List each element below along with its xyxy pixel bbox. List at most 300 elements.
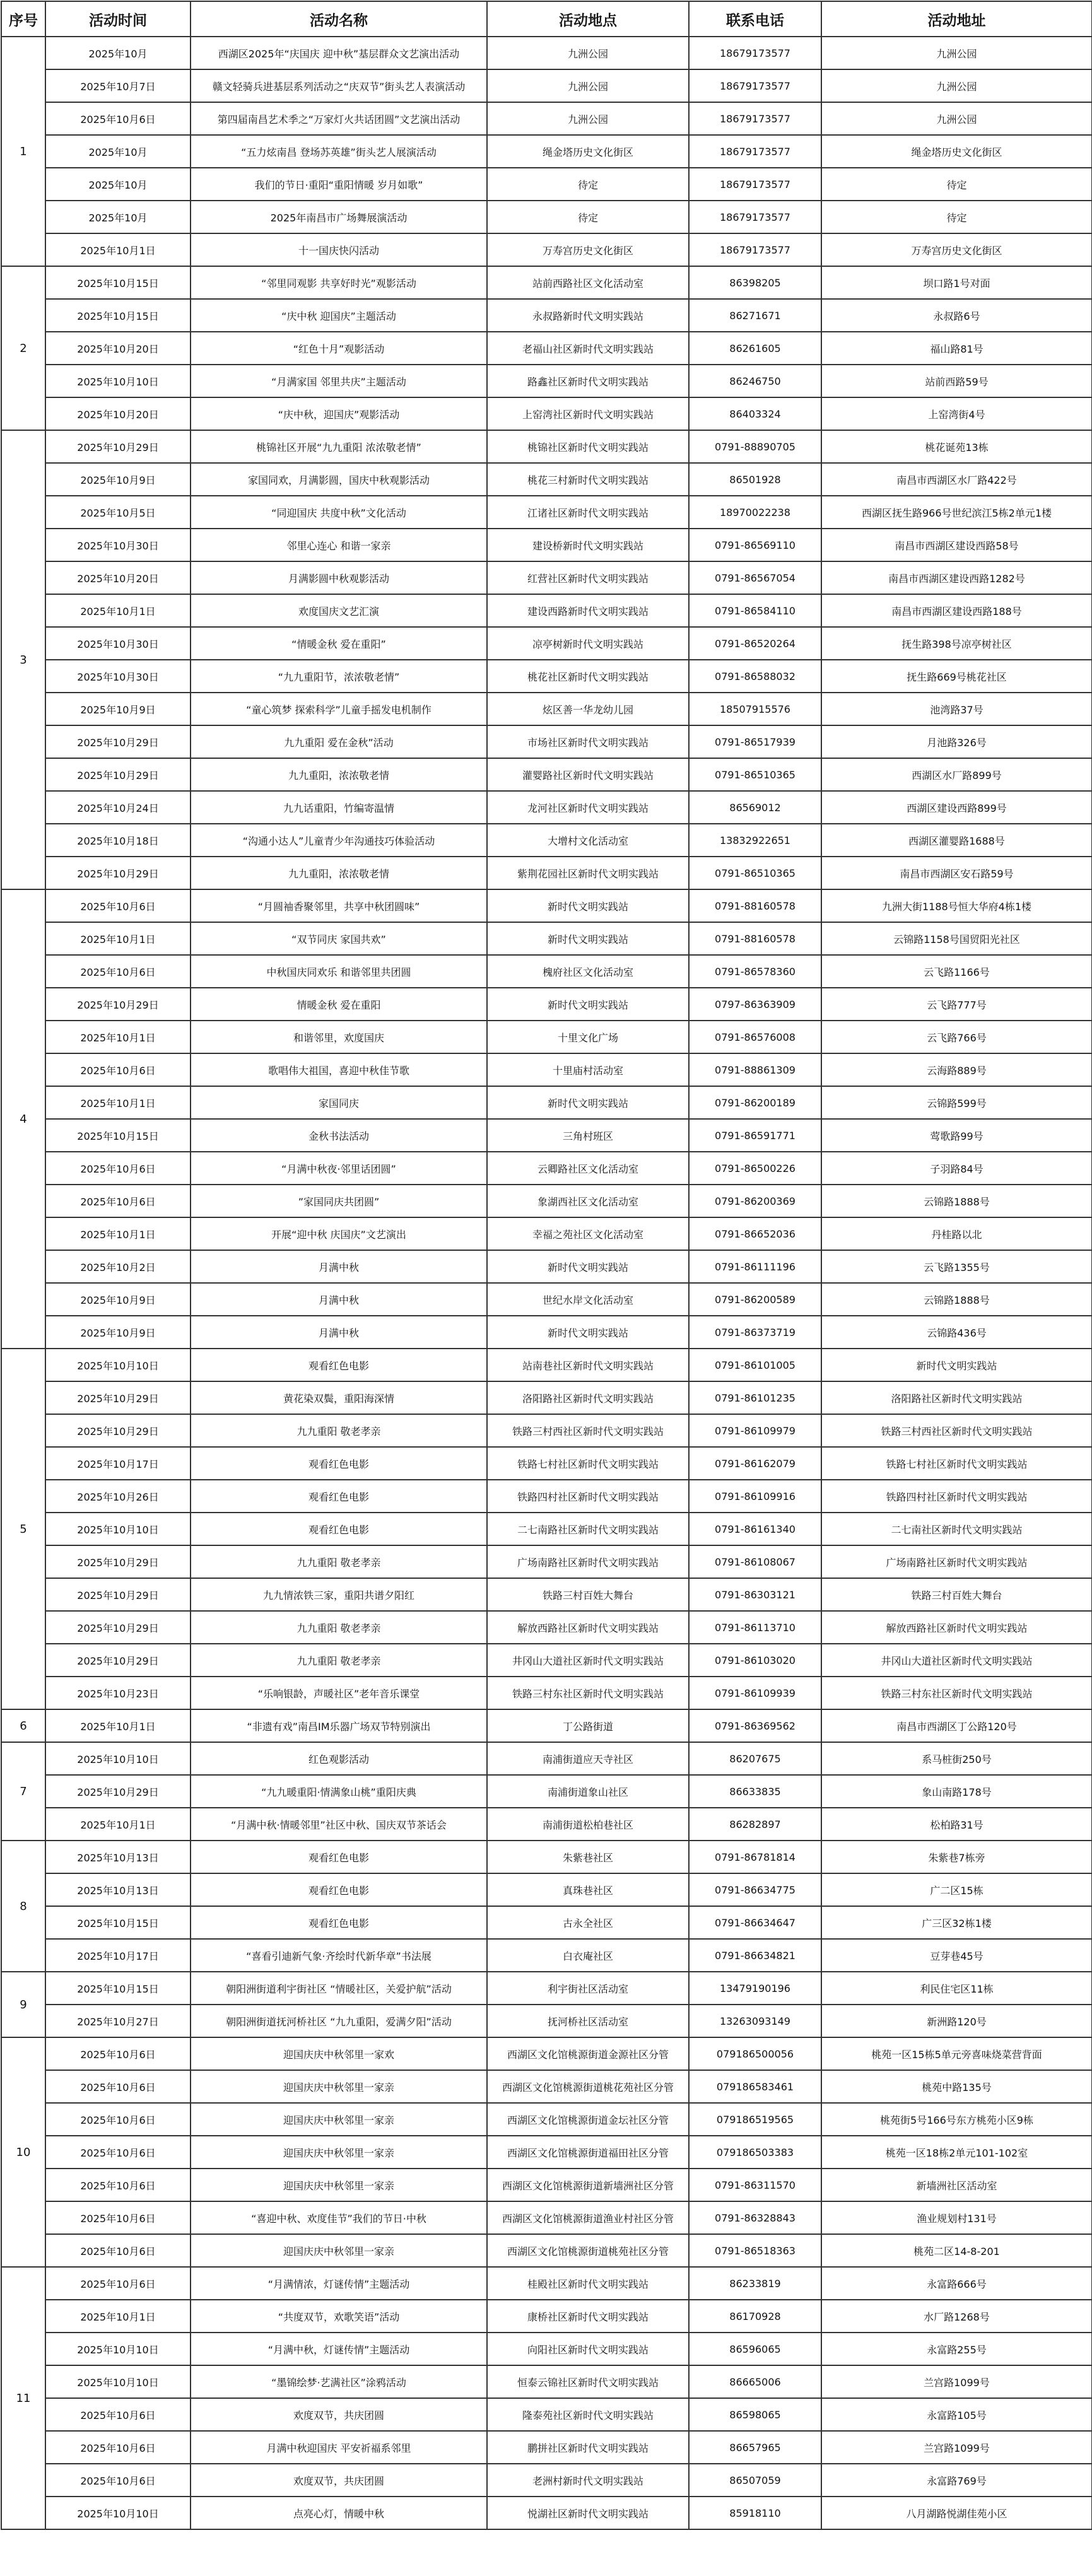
cell-address: 铁路三村东社区新时代文明实践站 [821, 1677, 1092, 1709]
table-row [1, 758, 1092, 791]
cell-venue: 解放西路社区新时代文明实践站 [487, 1611, 689, 1644]
cell-name: “喜迎中秋、欢度佳节”我们的节日·中秋 [191, 2201, 487, 2234]
cell-seq: 2 [1, 266, 45, 430]
table-row [1, 529, 1092, 561]
cell-address: 八月湖路悦湖佳苑小区 [821, 2497, 1092, 2529]
table-row [1, 1316, 1092, 1349]
cell-name: “九九重阳节，浓浓敬老情” [191, 660, 487, 693]
cell-phone: 0791-86162079 [689, 1447, 821, 1480]
header-seq: 序号 [1, 1, 45, 37]
cell-venue: 抚河桥社区活动室 [487, 2005, 689, 2037]
cell-phone: 13832922651 [689, 824, 821, 857]
table-row [1, 1021, 1092, 1053]
cell-phone: 0791-86369562 [689, 1709, 821, 1742]
cell-venue: 西湖区文化馆桃源街道桃花苑社区分管 [487, 2070, 689, 2103]
table-row [1, 889, 1092, 922]
cell-address: 兰宫路1099号 [821, 2365, 1092, 2398]
cell-time: 2025年10月29日 [45, 758, 191, 791]
cell-venue: 万寿宫历史文化街区 [487, 233, 689, 266]
cell-address: 南昌市西湖区建设西路188号 [821, 594, 1092, 627]
cell-time: 2025年10月10日 [45, 2365, 191, 2398]
cell-phone: 18679173577 [689, 135, 821, 168]
cell-venue: 云卿路社区文化活动室 [487, 1152, 689, 1185]
cell-address: 待定 [821, 168, 1092, 201]
cell-time: 2025年10月9日 [45, 1283, 191, 1316]
cell-phone: 0791-86311570 [689, 2169, 821, 2201]
table-row [1, 332, 1092, 365]
cell-time: 2025年10月30日 [45, 627, 191, 660]
cell-name: 歌唱伟大祖国，喜迎中秋佳节歌 [191, 1053, 487, 1086]
cell-venue: 九洲公园 [487, 102, 689, 135]
cell-phone: 0791-88890705 [689, 430, 821, 463]
cell-phone: 0791-86113710 [689, 1611, 821, 1644]
cell-address: 福山路81号 [821, 332, 1092, 365]
cell-venue: 鹏拼社区新时代文明实践站 [487, 2431, 689, 2464]
cell-address: 桃苑一区15栋5单元旁喜味烧菜营背面 [821, 2037, 1092, 2070]
cell-venue: 市场社区新时代文明实践站 [487, 725, 689, 758]
cell-phone: 0791-86303121 [689, 1578, 821, 1611]
table-row [1, 1513, 1092, 1545]
cell-time: 2025年10月20日 [45, 561, 191, 594]
cell-phone: 0791-86373719 [689, 1316, 821, 1349]
cell-venue: 朱紫巷社区 [487, 1841, 689, 1873]
cell-phone: 86403324 [689, 397, 821, 430]
cell-name: “月满情浓，灯谜传情”主题活动 [191, 2267, 487, 2300]
cell-address: 南昌市西湖区水厂路422号 [821, 463, 1092, 496]
cell-time: 2025年10月 [45, 37, 191, 69]
table-row [1, 1906, 1092, 1939]
table-row [1, 1709, 1092, 1742]
cell-seq: 9 [1, 1972, 45, 2037]
cell-venue: 西湖区文化馆桃源街道金坛社区分管 [487, 2103, 689, 2136]
cell-venue: 炫区善一华龙幼儿园 [487, 693, 689, 725]
cell-phone: 0791-86200189 [689, 1086, 821, 1119]
cell-phone: 86501928 [689, 463, 821, 496]
activity-table [1, 1, 1092, 2530]
cell-name: 月满中秋 [191, 1316, 487, 1349]
cell-phone: 18679173577 [689, 233, 821, 266]
cell-address: 豆芽巷45号 [821, 1939, 1092, 1972]
cell-phone: 0791-86652036 [689, 1217, 821, 1250]
cell-time: 2025年10月 [45, 168, 191, 201]
cell-venue: 西湖区文化馆桃源街道金源社区分管 [487, 2037, 689, 2070]
cell-address: 南昌市西湖区丁公路120号 [821, 1709, 1092, 1742]
cell-phone: 13479190196 [689, 1972, 821, 2005]
cell-phone: 0791-86111196 [689, 1250, 821, 1283]
cell-address: 桃苑一区18栋2单元101-102室 [821, 2136, 1092, 2169]
cell-name: 观看红色电影 [191, 1906, 487, 1939]
cell-time: 2025年10月29日 [45, 1545, 191, 1578]
cell-venue: 桃花社区新时代文明实践站 [487, 660, 689, 693]
cell-venue: 待定 [487, 201, 689, 233]
cell-phone: 0791-86108067 [689, 1545, 821, 1578]
cell-name: 月满中秋迎国庆 平安祈福系邻里 [191, 2431, 487, 2464]
cell-venue: 新时代文明实践站 [487, 1250, 689, 1283]
table-row [1, 922, 1092, 955]
cell-name: “月满家国 邻里共庆”主题活动 [191, 365, 487, 397]
cell-phone: 86665006 [689, 2365, 821, 2398]
cell-time: 2025年10月29日 [45, 988, 191, 1021]
table-row [1, 168, 1092, 201]
cell-phone: 079186583461 [689, 2070, 821, 2103]
table-row [1, 2398, 1092, 2431]
cell-time: 2025年10月6日 [45, 2136, 191, 2169]
cell-phone: 86507059 [689, 2464, 821, 2497]
cell-name: 2025年南昌市广场舞展演活动 [191, 201, 487, 233]
table-row [1, 955, 1092, 988]
table-row [1, 2136, 1092, 2169]
cell-name: 朝阳洲街道抚河桥社区 “九九重阳，爱满夕阳”活动 [191, 2005, 487, 2037]
cell-phone: 18679173577 [689, 69, 821, 102]
cell-name: 迎国庆庆中秋邻里一家亲 [191, 2169, 487, 2201]
table-row [1, 102, 1092, 135]
cell-name: 开展“迎中秋 庆国庆”文艺演出 [191, 1217, 487, 1250]
cell-address: 新洲路120号 [821, 2005, 1092, 2037]
cell-time: 2025年10月15日 [45, 299, 191, 332]
cell-phone: 0791-86520264 [689, 627, 821, 660]
cell-address: 九洲公园 [821, 69, 1092, 102]
cell-name: “乐响银龄，声暖社区”老年音乐课堂 [191, 1677, 487, 1709]
cell-phone: 18679173577 [689, 201, 821, 233]
cell-name: “五力炫南昌 登场苏英雄”街头艺人展演活动 [191, 135, 487, 168]
cell-phone: 85918110 [689, 2497, 821, 2529]
header-phone: 联系电话 [689, 1, 821, 37]
table-row [1, 397, 1092, 430]
table-row [1, 1677, 1092, 1709]
cell-name: 迎国庆庆中秋邻里一家亲 [191, 2070, 487, 2103]
table-row [1, 37, 1092, 69]
cell-time: 2025年10月10日 [45, 2497, 191, 2529]
cell-venue: 南浦街道象山社区 [487, 1775, 689, 1808]
cell-address: 池湾路37号 [821, 693, 1092, 725]
cell-name: 九九重阳 敬老孝亲 [191, 1644, 487, 1677]
table-row [1, 1053, 1092, 1086]
cell-time: 2025年10月24日 [45, 791, 191, 824]
cell-time: 2025年10月13日 [45, 1841, 191, 1873]
cell-phone: 86271671 [689, 299, 821, 332]
cell-venue: 建设桥新时代文明实践站 [487, 529, 689, 561]
table-row [1, 1250, 1092, 1283]
table-row [1, 496, 1092, 529]
cell-venue: 恒泰云锦社区新时代文明实践站 [487, 2365, 689, 2398]
cell-name: 家国同欢，月满影圆，国庆中秋观影活动 [191, 463, 487, 496]
cell-time: 2025年10月6日 [45, 2464, 191, 2497]
cell-name: “庆中秋 迎国庆”主题活动 [191, 299, 487, 332]
cell-phone: 0791-86781814 [689, 1841, 821, 1873]
cell-time: 2025年10月9日 [45, 693, 191, 725]
cell-name: “月满中秋·情暖邻里”社区中秋、国庆双节茶话会 [191, 1808, 487, 1841]
cell-phone: 0791-86109979 [689, 1414, 821, 1447]
cell-time: 2025年10月6日 [45, 102, 191, 135]
cell-address: 九洲公园 [821, 102, 1092, 135]
table-row [1, 430, 1092, 463]
cell-phone: 86282897 [689, 1808, 821, 1841]
table-row [1, 463, 1092, 496]
cell-name: 九九情浓铁三家，重阳共谱夕阳红 [191, 1578, 487, 1611]
table-row [1, 1578, 1092, 1611]
cell-venue: 向阳社区新时代文明实践站 [487, 2333, 689, 2365]
cell-name: “沟通小达人”儿童青少年沟通技巧体验活动 [191, 824, 487, 857]
cell-time: 2025年10月1日 [45, 233, 191, 266]
table-row [1, 365, 1092, 397]
cell-time: 2025年10月6日 [45, 889, 191, 922]
cell-venue: 铁路七村社区新时代文明实践站 [487, 1447, 689, 1480]
header-time: 活动时间 [45, 1, 191, 37]
cell-name: 九九话重阳，竹编寄温情 [191, 791, 487, 824]
cell-name: “墨锦绘梦·艺满社区”涂鸦活动 [191, 2365, 487, 2398]
cell-name: 西湖区2025年“庆国庆 迎中秋”基层群众文艺演出活动 [191, 37, 487, 69]
cell-name: 九九重阳 敬老孝亲 [191, 1611, 487, 1644]
cell-venue: 南浦街道松柏巷社区 [487, 1808, 689, 1841]
cell-time: 2025年10月6日 [45, 2169, 191, 2201]
table-row [1, 1873, 1092, 1906]
cell-name: “喜看引迪新气象·齐绘时代新华章”书法展 [191, 1939, 487, 1972]
cell-address: 云飞路777号 [821, 988, 1092, 1021]
cell-name: 观看红色电影 [191, 1513, 487, 1545]
cell-phone: 18679173577 [689, 37, 821, 69]
cell-venue: 桃锦社区新时代文明实践站 [487, 430, 689, 463]
cell-address: 洛阳路社区新时代文明实践站 [821, 1381, 1092, 1414]
cell-venue: 铁路三村西社区新时代文明实践站 [487, 1414, 689, 1447]
cell-time: 2025年10月1日 [45, 1217, 191, 1250]
cell-venue: 凉亭树新时代文明实践站 [487, 627, 689, 660]
cell-address: 丹桂路以北 [821, 1217, 1092, 1250]
cell-venue: 九洲公园 [487, 69, 689, 102]
cell-phone: 0791-86109916 [689, 1480, 821, 1513]
cell-name: 迎国庆庆中秋邻里一家亲 [191, 2136, 487, 2169]
cell-address: 利民住宅区11栋 [821, 1972, 1092, 2005]
cell-address: 云飞路766号 [821, 1021, 1092, 1053]
cell-venue: 象湖西社区文化活动室 [487, 1185, 689, 1217]
cell-phone: 18679173577 [689, 102, 821, 135]
cell-time: 2025年10月15日 [45, 266, 191, 299]
cell-name: 迎国庆庆中秋邻里一家欢 [191, 2037, 487, 2070]
cell-time: 2025年10月29日 [45, 1611, 191, 1644]
cell-seq: 11 [1, 2267, 45, 2529]
cell-name: 观看红色电影 [191, 1480, 487, 1513]
cell-venue: 永叔路新时代文明实践站 [487, 299, 689, 332]
cell-address: 水厂路1268号 [821, 2300, 1092, 2333]
cell-venue: 十里文化广场 [487, 1021, 689, 1053]
cell-venue: 西湖区文化馆桃源街道渔业村社区分管 [487, 2201, 689, 2234]
cell-name: 桃锦社区开展“九九重阳 浓浓敬老情” [191, 430, 487, 463]
cell-address: 云锦路1888号 [821, 1283, 1092, 1316]
cell-venue: 隆泰苑社区新时代文明实践站 [487, 2398, 689, 2431]
cell-phone: 86598065 [689, 2398, 821, 2431]
cell-venue: 铁路四村社区新时代文明实践站 [487, 1480, 689, 1513]
cell-phone: 0791-88861309 [689, 1053, 821, 1086]
cell-time: 2025年10月20日 [45, 397, 191, 430]
cell-name: “月满中秋夜·邻里话团圆” [191, 1152, 487, 1185]
cell-time: 2025年10月15日 [45, 1119, 191, 1152]
cell-phone: 86657965 [689, 2431, 821, 2464]
cell-phone: 0791-86634775 [689, 1873, 821, 1906]
cell-address: 广场南路社区新时代文明实践站 [821, 1545, 1092, 1578]
cell-name: “情暖金秋 爱在重阳” [191, 627, 487, 660]
table-row [1, 1742, 1092, 1775]
cell-name: 欢度双节，共庆团圆 [191, 2464, 487, 2497]
cell-venue: 路鑫社区新时代文明实践站 [487, 365, 689, 397]
cell-time: 2025年10月6日 [45, 1185, 191, 1217]
cell-time: 2025年10月27日 [45, 2005, 191, 2037]
cell-phone: 0791-86510365 [689, 758, 821, 791]
cell-phone: 079186519565 [689, 2103, 821, 2136]
cell-time: 2025年10月15日 [45, 1906, 191, 1939]
cell-phone: 18970022238 [689, 496, 821, 529]
cell-address: 永富路255号 [821, 2333, 1092, 2365]
cell-address: 渔业规划村131号 [821, 2201, 1092, 2234]
cell-address: 铁路四村社区新时代文明实践站 [821, 1480, 1092, 1513]
cell-name: 情暖金秋 爱在重阳 [191, 988, 487, 1021]
cell-name: 九九重阳，浓浓敬老情 [191, 857, 487, 889]
cell-venue: 悦湖社区新时代文明实践站 [487, 2497, 689, 2529]
table-row [1, 233, 1092, 266]
cell-phone: 86569012 [689, 791, 821, 824]
cell-name: 九九重阳，浓浓敬老情 [191, 758, 487, 791]
cell-venue: 井冈山大道社区新时代文明实践站 [487, 1644, 689, 1677]
cell-address: 云锦路436号 [821, 1316, 1092, 1349]
cell-name: 观看红色电影 [191, 1349, 487, 1381]
cell-address: 解放西路社区新时代文明实践站 [821, 1611, 1092, 1644]
cell-address: 铁路七村社区新时代文明实践站 [821, 1447, 1092, 1480]
cell-time: 2025年10月17日 [45, 1447, 191, 1480]
cell-time: 2025年10月 [45, 135, 191, 168]
cell-phone: 0791-86567054 [689, 561, 821, 594]
header-name: 活动名称 [191, 1, 487, 37]
table-row [1, 201, 1092, 233]
cell-phone: 86207675 [689, 1742, 821, 1775]
cell-venue: 二七南路社区新时代文明实践站 [487, 1513, 689, 1545]
cell-name: 九九重阳 敬老孝亲 [191, 1545, 487, 1578]
cell-time: 2025年10月29日 [45, 430, 191, 463]
cell-address: 南昌市西湖区建设西路1282号 [821, 561, 1092, 594]
cell-name: 九九重阳 敬老孝亲 [191, 1414, 487, 1447]
cell-time: 2025年10月1日 [45, 1808, 191, 1841]
cell-phone: 0791-86101005 [689, 1349, 821, 1381]
cell-venue: 洛阳路社区新时代文明实践站 [487, 1381, 689, 1414]
cell-venue: 新时代文明实践站 [487, 922, 689, 955]
cell-venue: 龙河社区新时代文明实践站 [487, 791, 689, 824]
table-row [1, 2497, 1092, 2529]
cell-time: 2025年10月6日 [45, 2070, 191, 2103]
cell-phone: 0791-86578360 [689, 955, 821, 988]
cell-time: 2025年10月6日 [45, 2431, 191, 2464]
table-row [1, 2201, 1092, 2234]
cell-time: 2025年10月29日 [45, 857, 191, 889]
cell-seq: 4 [1, 889, 45, 1349]
table-row [1, 1545, 1092, 1578]
table-body [1, 37, 1092, 2529]
cell-name: 十一国庆快闪活动 [191, 233, 487, 266]
cell-venue: 槐府社区文化活动室 [487, 955, 689, 988]
cell-time: 2025年10月6日 [45, 2234, 191, 2267]
cell-address: 桃花诞苑13栋 [821, 430, 1092, 463]
cell-address: 云海路889号 [821, 1053, 1092, 1086]
table-row [1, 1841, 1092, 1873]
cell-address: 抚生路398号凉亭树社区 [821, 627, 1092, 660]
table-row [1, 266, 1092, 299]
cell-address: 绳金塔历史文化街区 [821, 135, 1092, 168]
cell-phone: 0791-88160578 [689, 889, 821, 922]
cell-name: “同迎国庆 共度中秋”文化活动 [191, 496, 487, 529]
cell-venue: 康桥社区新时代文明实践站 [487, 2300, 689, 2333]
table-row [1, 725, 1092, 758]
cell-venue: 三角村班区 [487, 1119, 689, 1152]
cell-time: 2025年10月6日 [45, 1152, 191, 1185]
cell-seq: 3 [1, 430, 45, 889]
cell-address: 广二区15栋 [821, 1873, 1092, 1906]
table-row [1, 988, 1092, 1021]
cell-time: 2025年10月6日 [45, 2037, 191, 2070]
cell-name: “双节同庆 家国共欢” [191, 922, 487, 955]
cell-time: 2025年10月 [45, 201, 191, 233]
table-row [1, 2464, 1092, 2497]
table-row [1, 2037, 1092, 2070]
cell-address: 兰宫路1099号 [821, 2431, 1092, 2464]
cell-time: 2025年10月9日 [45, 463, 191, 496]
cell-name: 第四届南昌艺术季之“万家灯火共话团圆”文艺演出活动 [191, 102, 487, 135]
cell-venue: 南浦街道应天寺社区 [487, 1742, 689, 1775]
cell-name: 月满中秋 [191, 1250, 487, 1283]
table-row [1, 1611, 1092, 1644]
cell-phone: 0791-86200369 [689, 1185, 821, 1217]
cell-phone: 86246750 [689, 365, 821, 397]
cell-phone: 0791-86634647 [689, 1906, 821, 1939]
cell-name: 红色观影活动 [191, 1742, 487, 1775]
cell-time: 2025年10月29日 [45, 1644, 191, 1677]
cell-address: 待定 [821, 201, 1092, 233]
cell-venue: 新时代文明实践站 [487, 988, 689, 1021]
table-row [1, 1119, 1092, 1152]
cell-venue: 绳金塔历史文化街区 [487, 135, 689, 168]
cell-name: “九九暖重阳·情满象山桃”重阳庆典 [191, 1775, 487, 1808]
cell-time: 2025年10月10日 [45, 1742, 191, 1775]
cell-time: 2025年10月2日 [45, 1250, 191, 1283]
cell-time: 2025年10月29日 [45, 1578, 191, 1611]
cell-venue: 建设西路新时代文明实践站 [487, 594, 689, 627]
cell-venue: 站南巷社区新时代文明实践站 [487, 1349, 689, 1381]
cell-phone: 0791-86109939 [689, 1677, 821, 1709]
cell-phone: 0791-86588032 [689, 660, 821, 693]
cell-name: ”家国同庆共团圆” [191, 1185, 487, 1217]
cell-seq: 1 [1, 37, 45, 266]
cell-phone: 86233819 [689, 2267, 821, 2300]
cell-time: 2025年10月29日 [45, 1414, 191, 1447]
table-row [1, 824, 1092, 857]
cell-venue: 大增村文化活动室 [487, 824, 689, 857]
cell-address: 新墙洲社区活动室 [821, 2169, 1092, 2201]
cell-name: 点亮心灯，情暖中秋 [191, 2497, 487, 2529]
cell-name: “非遗有戏”南昌IM乐器广场双节特别演出 [191, 1709, 487, 1742]
cell-address: 永叔路6号 [821, 299, 1092, 332]
cell-address: 西湖区抚生路966号世纪滨江5栋2单元1楼 [821, 496, 1092, 529]
cell-venue: 白衣庵社区 [487, 1939, 689, 1972]
cell-address: 云飞路1355号 [821, 1250, 1092, 1283]
table-row [1, 2234, 1092, 2267]
cell-phone: 0791-86591771 [689, 1119, 821, 1152]
cell-time: 2025年10月29日 [45, 1381, 191, 1414]
cell-venue: 新时代文明实践站 [487, 1316, 689, 1349]
table-row [1, 2333, 1092, 2365]
cell-address: 西湖区灌婴路1688号 [821, 824, 1092, 857]
cell-phone: 0791-86518363 [689, 2234, 821, 2267]
cell-venue: 世纪水岸文化活动室 [487, 1283, 689, 1316]
cell-name: 迎国庆庆中秋邻里一家亲 [191, 2234, 487, 2267]
cell-venue: 桂殿社区新时代文明实践站 [487, 2267, 689, 2300]
cell-phone: 86398205 [689, 266, 821, 299]
cell-phone: 18679173577 [689, 168, 821, 201]
cell-venue: 古永全社区 [487, 1906, 689, 1939]
